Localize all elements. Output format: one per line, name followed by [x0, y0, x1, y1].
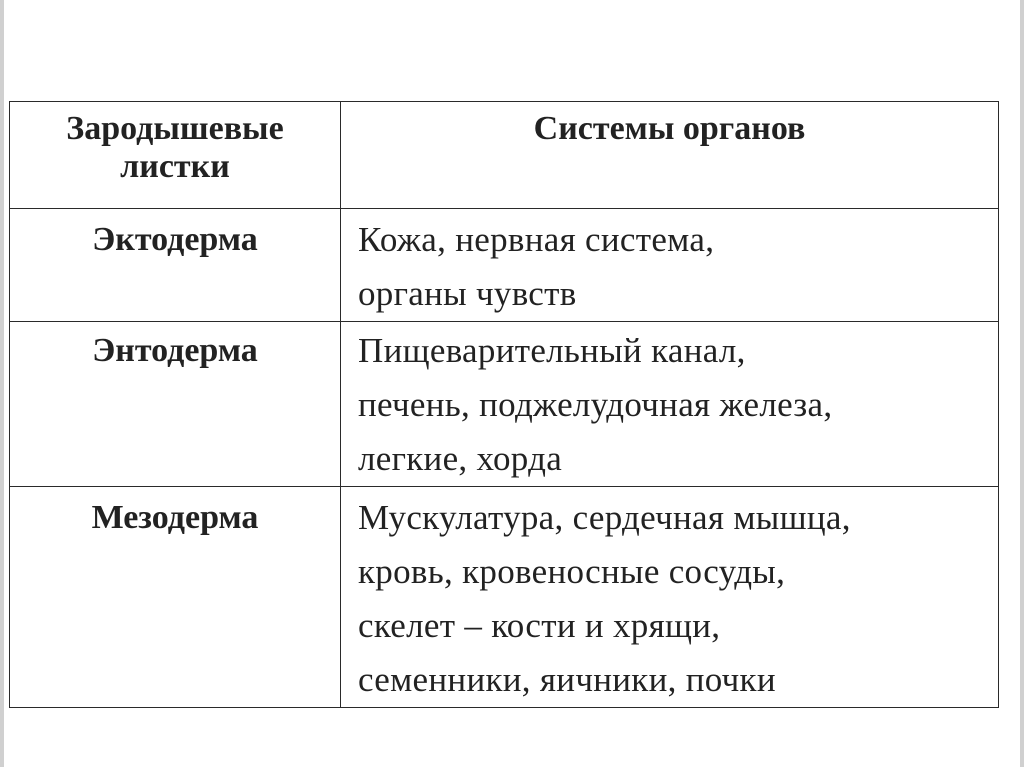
header-germ-layers-line-1: Зародышевые [66, 110, 284, 147]
header-germ-layers-line-2: листки [120, 148, 230, 185]
systems-cell-ectoderm [341, 209, 999, 322]
left-frame-border [0, 0, 4, 767]
systems-line: печень, поджелудочная железа, [358, 385, 833, 424]
header-organ-systems-label: Системы органов [533, 110, 806, 147]
systems-line: Пищеварительный канал, [358, 331, 746, 370]
layer-cell-ectoderm: Эктодерма [10, 209, 341, 322]
layer-cell-endoderm: Энтодерма [10, 322, 341, 487]
germ-layers-table [9, 101, 999, 708]
systems-line: органы чувств [358, 274, 577, 313]
table-row-mesoderm [10, 487, 999, 708]
table-header [10, 102, 999, 209]
systems-line: кровь, кровеносные сосуды, [358, 552, 786, 591]
systems-line: легкие, хорда [358, 439, 563, 478]
table-body [10, 209, 999, 708]
table-row-ectoderm [10, 209, 999, 322]
layer-cell-mesoderm: Мезодерма [10, 487, 341, 708]
header-row [10, 102, 999, 209]
table-row-endoderm [10, 322, 999, 487]
systems-line: Кожа, нервная система, [358, 220, 715, 259]
systems-cell-mesoderm [341, 487, 999, 708]
systems-line: скелет – кости и хрящи, [358, 606, 721, 645]
header-germ-layers [10, 102, 341, 209]
header-organ-systems [341, 102, 999, 209]
right-frame-border [1020, 0, 1024, 767]
systems-line: семенники, яичники, почки [358, 660, 776, 699]
systems-cell-endoderm [341, 322, 999, 487]
systems-line: Мускулатура, сердечная мышца, [358, 498, 851, 537]
